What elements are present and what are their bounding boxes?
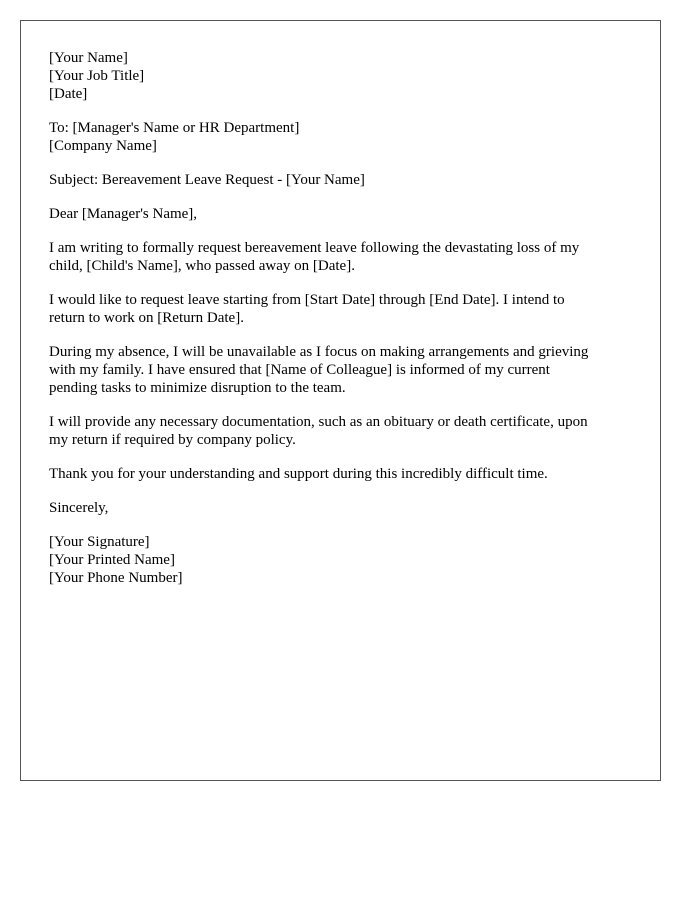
- body-line: I will provide any necessary documentation, such as an obituary or death certificate, upon: [49, 414, 588, 430]
- body-line: my return if required by company policy.: [49, 432, 296, 448]
- salutation: Dear [Manager's Name],: [49, 206, 198, 222]
- body-line: During my absence, I will be unavailable as I focus on making arrangements and grieving: [49, 344, 589, 360]
- sender-name: [Your Name]: [49, 50, 128, 66]
- body-line: return to work on [Return Date].: [49, 310, 244, 326]
- sender-job-title: [Your Job Title]: [49, 68, 145, 84]
- letter-content: [49, 49, 640, 603]
- body-line: pending tasks to minimize disruption to the team.: [49, 380, 346, 396]
- signature-block: [49, 533, 640, 587]
- letter-page: [20, 20, 661, 781]
- body-line: I am writing to formally request bereavement leave following the devastating loss of my: [49, 240, 580, 256]
- signature: [Your Signature]: [49, 534, 150, 550]
- body-line: I would like to request leave starting from [Start Date] through [End Date]. I intend to: [49, 292, 565, 308]
- letter-body: [49, 239, 640, 483]
- body-line: with my family. I have ensured that [Name of Colleague] is informed of my current: [49, 362, 550, 378]
- sender-block: [49, 49, 640, 103]
- subject-line: Subject: Bereavement Leave Request - [Your Name]: [49, 172, 365, 188]
- recipient-company: [Company Name]: [49, 138, 157, 154]
- body-line: Thank you for your understanding and support during this incredibly difficult time.: [49, 466, 548, 482]
- body-paragraph: [49, 343, 640, 397]
- closing: Sincerely,: [49, 500, 109, 516]
- phone-number: [Your Phone Number]: [49, 570, 183, 586]
- body-paragraph: [49, 239, 640, 275]
- body-paragraph: [49, 413, 640, 449]
- recipient-block: [49, 119, 640, 155]
- recipient-name: To: [Manager's Name or HR Department]: [49, 120, 300, 136]
- body-paragraph: [49, 465, 640, 483]
- printed-name: [Your Printed Name]: [49, 552, 175, 568]
- letter-date: [Date]: [49, 86, 88, 102]
- body-paragraph: [49, 291, 640, 327]
- body-line: child, [Child's Name], who passed away on [Date].: [49, 258, 355, 274]
